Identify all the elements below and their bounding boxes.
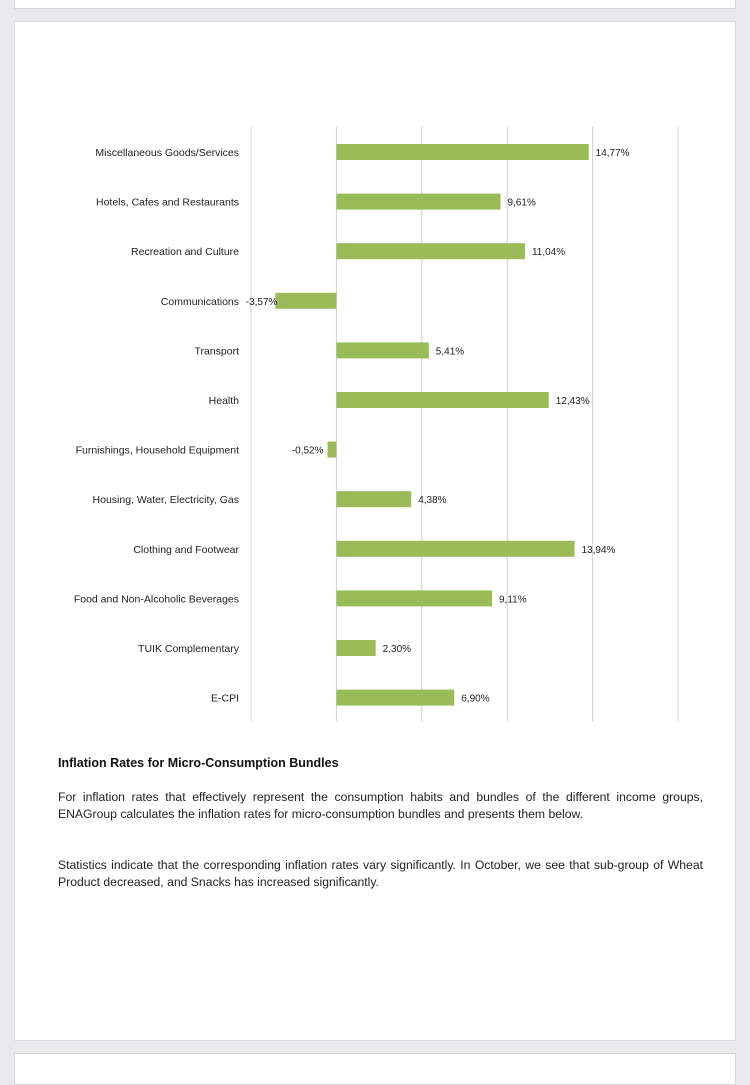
category-label: TUIK Complementary [138, 643, 239, 655]
bar [275, 293, 336, 309]
value-label: -0,52% [291, 445, 324, 457]
category-label: Clothing and Footwear [133, 543, 239, 556]
category-label: Hotels, Cafes and Restaurants [96, 196, 239, 209]
section-title: Inflation Rates for Micro-Consumption Bundles [58, 756, 339, 770]
bar [336, 541, 574, 557]
value-label: 13,94% [581, 544, 616, 556]
category-label: Miscellaneous Goods/Services [95, 147, 239, 159]
bar [336, 640, 375, 656]
value-label: 12,43% [555, 396, 590, 407]
category-label: Recreation and Culture [131, 246, 239, 259]
chart-bars [275, 144, 588, 706]
body-paragraph-2: Statistics indicate that the corresponding inflation rates vary significantly. In October, we see that sub-group of Wheat Product decreased, and Snacks has increased significantly. [58, 858, 703, 889]
category-label: Communications [160, 295, 239, 308]
value-label: 14,77% [595, 148, 630, 159]
bar [336, 194, 500, 210]
bar [336, 690, 454, 706]
bar [328, 442, 337, 458]
chart-labels [74, 147, 630, 705]
category-label: Furnishings, Household Equipment [75, 444, 239, 457]
value-label: 2,30% [382, 644, 412, 655]
chart-gridlines [251, 127, 678, 721]
category-label: Health [208, 395, 239, 407]
value-label: 5,41% [435, 346, 465, 358]
category-label: Food and Non-Alcoholic Beverages [73, 593, 239, 606]
bar [336, 144, 588, 160]
bar [336, 590, 492, 606]
category-label: Transport [194, 345, 239, 358]
value-label: 11,04% [531, 247, 566, 259]
bar [336, 392, 548, 408]
next-page-edge [14, 1053, 736, 1085]
category-label: E-CPI [210, 692, 239, 705]
value-label: 4,38% [418, 495, 447, 507]
bar [336, 491, 411, 507]
bar [336, 342, 428, 358]
category-label: Housing, Water, Electricity, Gas [92, 494, 239, 507]
body-paragraph-1: For inflation rates that effectively represent the consumption habits and bundles of the different income groups, ENAGroup calculates the inflation rates for micro-consumption bundles and presents them below. [58, 790, 703, 821]
bar [336, 243, 525, 259]
value-label: 9,61% [507, 197, 536, 209]
value-label: 9,11% [498, 594, 527, 606]
value-label: -3,57% [245, 296, 278, 308]
value-label: 6,90% [461, 693, 490, 705]
